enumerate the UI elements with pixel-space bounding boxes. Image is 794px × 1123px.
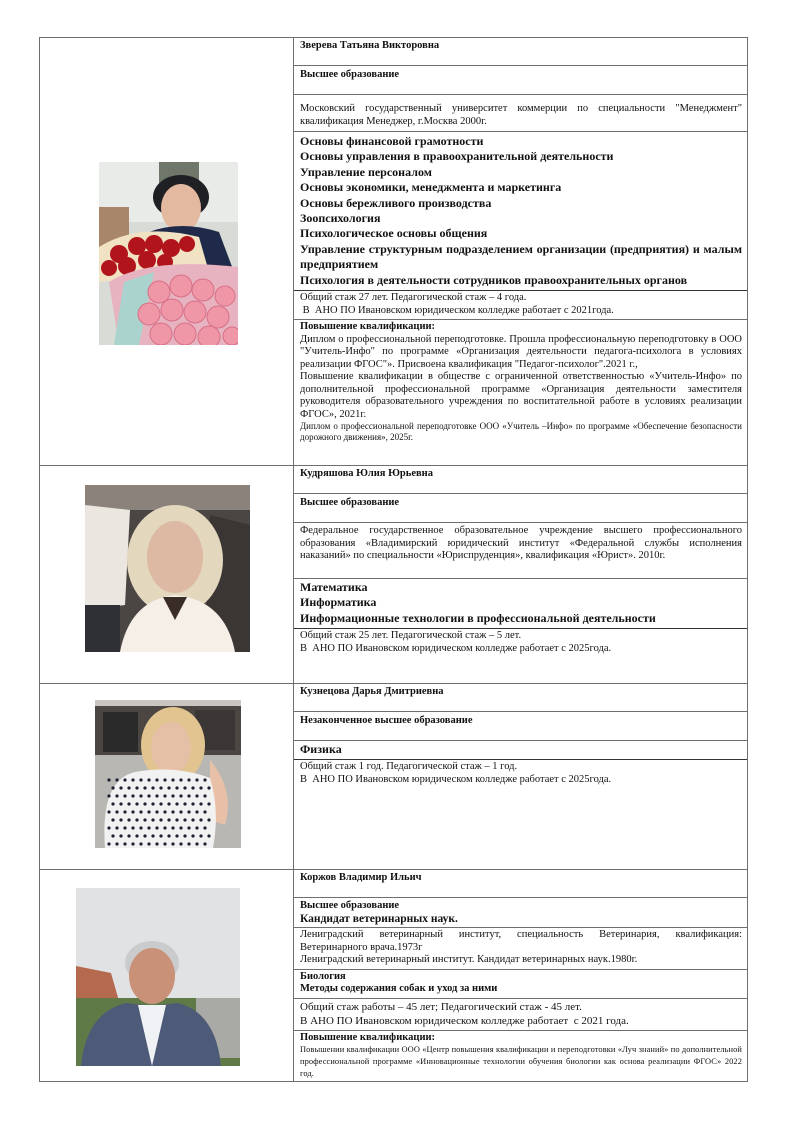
polka-dot — [199, 818, 202, 821]
subject-item: Основы управления в правоохранительной деятельности — [300, 149, 614, 164]
subject-item: Психология в деятельности сотрудников правоохранительных органов — [300, 272, 688, 287]
polka-dot — [199, 834, 202, 837]
polka-dot — [183, 834, 186, 837]
polka-dot — [207, 786, 210, 789]
education-level: Высшее образование — [300, 900, 400, 911]
polka-dot — [191, 818, 194, 821]
subjects-list — [294, 132, 747, 291]
experience-line: В АНО ПО Ивановском юридическом колледже работает с 2021 года. — [300, 1014, 629, 1027]
polka-dot — [135, 802, 138, 805]
polka-dot — [163, 778, 166, 781]
polka-dot — [155, 778, 158, 781]
polka-dot — [203, 842, 206, 845]
polka-dot — [167, 786, 170, 789]
subject-item: Информационные технологии в профессиональной деятельности — [300, 610, 656, 625]
polka-dot — [111, 834, 114, 837]
polka-dot — [175, 834, 178, 837]
polka-dot — [139, 826, 142, 829]
polka-dot — [139, 794, 142, 797]
polka-dot — [151, 818, 154, 821]
polka-dot — [131, 810, 134, 813]
polka-dot — [135, 786, 138, 789]
polka-dot — [107, 794, 110, 797]
polka-dot — [159, 786, 162, 789]
polka-dot — [143, 786, 146, 789]
polka-dot — [143, 802, 146, 805]
experience-line: Общий стаж 1 год. Педагогической стаж – 1 год. — [300, 761, 518, 773]
polka-dot — [207, 818, 210, 821]
experience — [294, 999, 747, 1031]
polka-dot — [119, 786, 122, 789]
polka-dot — [131, 794, 134, 797]
staff-row — [40, 38, 748, 466]
polka-dot — [159, 802, 162, 805]
polka-dot — [167, 802, 170, 805]
qualification — [294, 1031, 747, 1082]
polka-dot — [195, 842, 198, 845]
polka-dot — [195, 826, 198, 829]
polka-dot — [159, 818, 162, 821]
staff-name: Зверева Татьяна Викторовна — [294, 38, 747, 66]
education-details — [294, 928, 747, 970]
info-cell — [294, 684, 748, 870]
subject-item: Управление персоналом — [300, 164, 432, 179]
polka-dot — [115, 842, 118, 845]
polka-dot — [131, 778, 134, 781]
qualification-title: Повышение квалификации: — [300, 321, 436, 333]
polka-dot — [151, 786, 154, 789]
polka-dot — [187, 842, 190, 845]
polka-dot — [143, 834, 146, 837]
polka-dot — [179, 794, 182, 797]
polka-dot — [155, 810, 158, 813]
polka-dot — [155, 842, 158, 845]
polka-dot — [183, 802, 186, 805]
polka-dot — [155, 826, 158, 829]
polka-dot — [127, 802, 130, 805]
subject-item: Психологическое основы общения — [300, 226, 488, 241]
polka-dot — [171, 810, 174, 813]
polka-dot — [139, 778, 142, 781]
polka-dot — [107, 842, 110, 845]
polka-dot — [119, 834, 122, 837]
portrait-photo-woman-in-car — [85, 485, 250, 652]
polka-dot — [127, 786, 130, 789]
polka-dot — [155, 794, 158, 797]
polka-dot — [191, 786, 194, 789]
qualification-item: Диплом о профессиональной переподготовке. Прошла профессиональную переподготовку в ООО "Учитель-Инфо" по программе «Организация деятельности педагога-психолога в условиях реализации ФГОС"». Присвоена квалификация "Педагог-психолог".2021 г., — [300, 333, 742, 370]
staff-row — [40, 684, 748, 870]
qualification-item: Повышение квалификации в обществе с ограниченной ответственностью «Учитель-Инфо» по дополнительной профессиональной программе «Организация деятельности заместителя руководителя образовательного учреждения по воспитательной работе в условиях реализации ФГОС», 2021г. — [300, 371, 742, 420]
subject-item: Информатика — [300, 595, 377, 610]
polka-dot — [143, 818, 146, 821]
polka-dot — [179, 778, 182, 781]
subject-item: Математика — [300, 580, 368, 594]
staff-name: Кузнецова Дарья Дмитриевна — [294, 684, 747, 712]
polka-dot — [175, 818, 178, 821]
polka-dot — [199, 786, 202, 789]
polka-dot — [147, 794, 150, 797]
polka-dot — [203, 826, 206, 829]
polka-dot — [139, 810, 142, 813]
staff-row — [40, 466, 748, 684]
polka-dot — [187, 826, 190, 829]
polka-dot — [119, 818, 122, 821]
polka-dot — [123, 826, 126, 829]
education-detail-item: Лениградский ветеринарный институт, специальность Ветеринария, квалификация: Ветеринарного врача.1973г — [300, 929, 742, 953]
polka-dot — [115, 826, 118, 829]
info-cell — [294, 870, 748, 1082]
polka-dot — [115, 778, 118, 781]
polka-dot — [159, 834, 162, 837]
polka-dot — [167, 818, 170, 821]
polka-dot — [203, 794, 206, 797]
staff-name: Кудряшова Юлия Юрьевна — [294, 466, 747, 494]
polka-dot — [135, 818, 138, 821]
photo-cell — [40, 870, 294, 1082]
subject-item: Зоопсихология — [300, 211, 381, 226]
education-level-block — [294, 898, 747, 928]
portrait-photo-woman-polka-dot — [95, 700, 241, 848]
info-cell — [294, 38, 748, 466]
polka-dot — [131, 826, 134, 829]
polka-dot — [183, 786, 186, 789]
polka-dot — [171, 826, 174, 829]
education-level: Высшее образование — [294, 66, 747, 95]
polka-dot — [115, 810, 118, 813]
subject-item: Методы содержания собак и уход за ними — [300, 983, 498, 994]
polka-dot — [163, 826, 166, 829]
academic-degree: Кандидат ветеринарных наук. — [300, 912, 458, 925]
polka-dot — [107, 810, 110, 813]
staff-row — [40, 870, 748, 1082]
polka-dot — [163, 842, 166, 845]
polka-dot — [151, 802, 154, 805]
experience — [294, 760, 747, 788]
staff-table — [39, 37, 748, 1082]
polka-dot — [107, 778, 110, 781]
polka-dot — [123, 778, 126, 781]
polka-dot — [187, 778, 190, 781]
polka-dot — [187, 794, 190, 797]
subjects-list — [294, 579, 747, 629]
subject-item: Основы финансовой грамотности — [300, 134, 484, 148]
polka-dot — [119, 802, 122, 805]
info-cell — [294, 466, 748, 684]
subjects-list — [294, 970, 747, 999]
polka-dot — [115, 794, 118, 797]
polka-dot — [163, 794, 166, 797]
qualification — [294, 320, 747, 445]
polka-dot — [179, 810, 182, 813]
polka-dot — [195, 778, 198, 781]
portrait-photo-man-in-suit — [76, 888, 240, 1066]
subject-item: Физика — [300, 742, 342, 756]
photo-cell — [40, 466, 294, 684]
subject-item: Управление структурным подразделением организации (предприятия) и малым предприятием — [300, 241, 742, 272]
polka-dot — [171, 794, 174, 797]
experience — [294, 629, 747, 657]
polka-dot — [111, 818, 114, 821]
polka-dot — [203, 810, 206, 813]
polka-dot — [139, 842, 142, 845]
experience-line: Общий стаж 25 лет. Педагогической стаж – 5 лет. — [300, 630, 522, 642]
subjects-list — [294, 741, 747, 760]
subject-item: Основы бережливого производства — [300, 195, 492, 210]
polka-dot — [131, 842, 134, 845]
polka-dot — [183, 818, 186, 821]
polka-dot — [191, 834, 194, 837]
polka-dot — [179, 826, 182, 829]
photo-cell — [40, 684, 294, 870]
polka-dot — [123, 810, 126, 813]
polka-dot — [207, 834, 210, 837]
polka-dot — [175, 786, 178, 789]
polka-dot — [147, 842, 150, 845]
experience-line: В АНО ПО Ивановском юридическом колледже работает с 2025года. — [300, 642, 612, 654]
education-detail-item: Лениградский ветеринарный институт. Кандидат ветеринарных наук.1980г. — [300, 954, 638, 965]
experience-line: Общий стаж 27 лет. Педагогической стаж – 4 года. — [300, 292, 527, 304]
qualification-item: Диплом о профессиональной переподготовке ООО «Учитель –Инфо» по программе «Обеспечение безопасности дорожного движения», 2025г. — [300, 421, 742, 443]
polka-dot — [147, 778, 150, 781]
polka-dot — [123, 842, 126, 845]
polka-dot — [187, 810, 190, 813]
photo-cell — [40, 38, 294, 466]
subject-item: Основы экономики, менеджмента и маркетинга — [300, 180, 562, 195]
polka-dot — [191, 802, 194, 805]
polka-dot — [151, 834, 154, 837]
experience-line: Общий стаж работы – 45 лет; Педагогический стаж - 45 лет. — [300, 1000, 582, 1013]
education-level: Высшее образование — [294, 494, 747, 523]
polka-dot — [195, 794, 198, 797]
education-level: Незаконченное высшее образование — [294, 712, 747, 741]
experience-line: В АНО ПО Ивановском юридическом колледже работает с 2021года. — [300, 304, 614, 316]
polka-dot — [171, 778, 174, 781]
education-details: Федеральное государственное образовательное учреждение высшего профессионального образования «Владимирский юридический институт «Федеральной службы исполнения наказаний» по специальности «Юриспруденция», квалификация «Юрист». 2010г. — [294, 523, 747, 579]
polka-dot — [167, 834, 170, 837]
portrait-photo-woman-with-roses — [99, 162, 238, 345]
polka-dot — [207, 802, 210, 805]
staff-name: Коржов Владимир Ильич — [294, 870, 747, 898]
polka-dot — [127, 834, 130, 837]
polka-dot — [199, 802, 202, 805]
polka-dot — [135, 834, 138, 837]
polka-dot — [179, 842, 182, 845]
polka-dot — [171, 842, 174, 845]
polka-dot — [195, 810, 198, 813]
experience — [294, 291, 747, 320]
education-details: Московский государственный университет коммерции по специальности "Менеджмент" квалификация Менеджер, г.Москва 2000г. — [294, 95, 747, 132]
polka-dot — [175, 802, 178, 805]
experience-line: В АНО ПО Ивановском юридическом колледже работает с 2025года. — [300, 773, 612, 785]
qualification-item: Повышении квалификации ООО «Центр повышения квалификации и переподготовки «Луч знаний» по дополнительной профессиональной программе «Инновационные технологии обучения биологии как основа реализации ФГОС» 2022 год. — [300, 1045, 742, 1078]
polka-dot — [123, 794, 126, 797]
polka-dot — [203, 778, 206, 781]
polka-dot — [111, 786, 114, 789]
qualification-title: Повышение квалификации: — [300, 1031, 436, 1043]
polka-dot — [147, 826, 150, 829]
polka-dot — [163, 810, 166, 813]
subject-item: Биология — [300, 970, 346, 982]
polka-dot — [127, 818, 130, 821]
polka-dot — [107, 826, 110, 829]
polka-dot — [111, 802, 114, 805]
polka-dot — [147, 810, 150, 813]
